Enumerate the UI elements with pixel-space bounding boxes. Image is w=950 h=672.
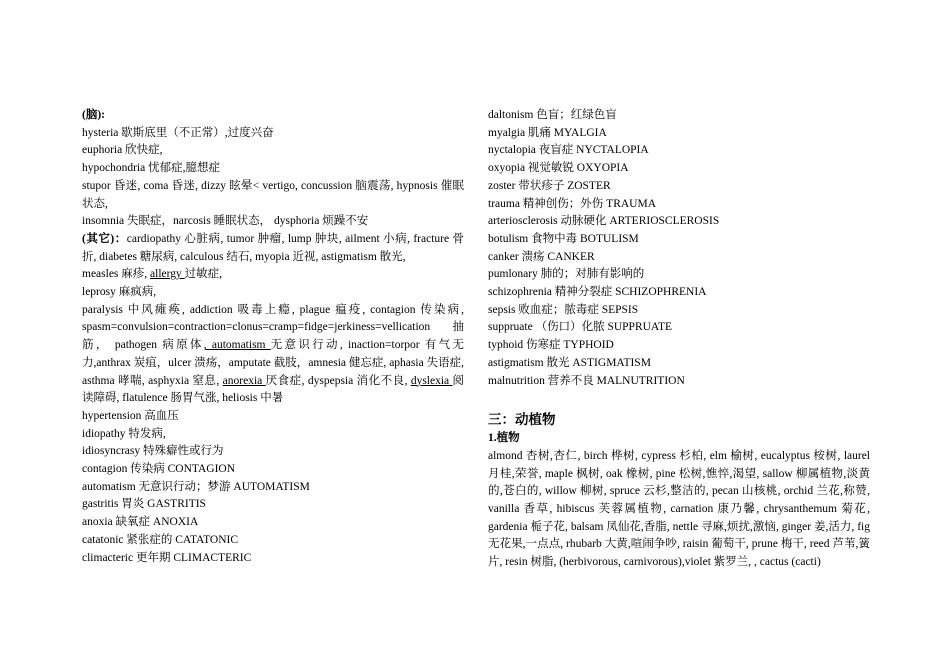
entry-line: typhoid 伤寒症 TYPHOID	[488, 339, 614, 352]
entry-leprosy: leprosy 麻疯病,	[82, 286, 157, 299]
other-text: cardiopathy 心脏病, tumor 肿瘤, lump 肿块, ailment 小病, fracture 骨折, diabetes 糖尿病, calculous 结石, myopia 近视, astigmatism 散光,	[82, 232, 464, 263]
entry-line: trauma 精神创伤；外伤 TRAUMA	[488, 197, 657, 210]
section-heading: 三：动植物	[488, 412, 556, 428]
other-label: (其它)：	[82, 232, 127, 245]
paralysis-text-a: paralysis 中风瘫痪, addiction 吸毒上瘾, plague 瘟疫, contagion 传染病, spasm=convulsion=contraction=clonus=cramp=fidge=jerkiness=vellication 抽筋， pathogen 病原体	[82, 303, 464, 352]
entry-gastritis: gastritis 胃炎 GASTRITIS	[82, 498, 206, 511]
subsection-heading: 1.植物	[488, 432, 520, 445]
entry-line: zoster 带状疹子 ZOSTER	[488, 179, 611, 192]
entry-insomnia: insomnia 失眠症，narcosis 睡眠状态， dysphoria 烦躁不安	[82, 215, 369, 228]
section-spacer	[488, 390, 870, 400]
dyslexia-underlined: dyslexia	[410, 374, 453, 387]
entry-hysteria: hysteria 歇斯底里（不正常）,过度兴奋	[82, 126, 274, 139]
entry-hypochondria: hypochondria 忧郁症,臆想症	[82, 162, 220, 175]
entry-line: astigmatism 散光 ASTIGMATISM	[488, 356, 651, 369]
entry-line: suppruate （伤口）化脓 SUPPRUATE	[488, 321, 673, 334]
entry-contagion: contagion 传染病 CONTAGION	[82, 463, 236, 476]
left-column	[82, 107, 464, 567]
paralysis-text-b: 无意识行动, inaction=torpor 有气无力,anthrax 炭疽，ulcer 溃疡，amputate 截肢，amnesia 健忘症, aphasia 失语症, asthma 哮喘, asphyxia 窒息,	[82, 339, 464, 387]
entry-line: botulism 食物中毒 BOTULISM	[488, 232, 639, 245]
entry-euphoria: euphoria 欣快症,	[82, 144, 163, 157]
entry-catatonic: catatonic 紧张症的 CATATONIC	[82, 533, 239, 546]
entry-line: pumlonary 肺的；对肺有影响的	[488, 268, 645, 281]
entry-line: oxyopia 视觉敏锐 OXYOPIA	[488, 162, 629, 175]
brain-heading: (脑):	[82, 109, 105, 121]
entry-idiosyncrasy: idiosyncrasy 特殊癖性或行为	[82, 445, 224, 458]
entry-anoxia: anoxia 缺氧症 ANOXIA	[82, 516, 199, 529]
plants-paragraph: almond 杏树,杏仁, birch 桦树, cypress 杉柏, elm 榆树, eucalyptus 桉树, laurel 月桂,荣誉, maple 枫树, oak 橡树, pine 松树,憔悴,渴望, sallow 柳属植物,淡黄的,苍白的, willow 柳树, spruce 云杉,整洁的, pecan 山核桃, orchid 兰花,称赞, vanilla 香草, hibiscus 芙蓉属植物, carnation 康乃馨, chrysanthemum 菊花, gardenia 栀子花, balsam 凤仙花,香脂, nettle 寻麻,烦扰,激恼, ginger 姜,活力, fig 无花果,一点点, rhubarb 大黄,喧闹争吵, raisin 葡萄干, prune 梅干, reed 芦苇,簧片, resin 树脂, (herbivorous, carnivorous),violet 紫罗兰, , cactus (cacti)	[488, 449, 870, 569]
entry-stupor: stupor 昏迷, coma 昏迷, dizzy 眩晕< vertigo, concussion 脑震荡, hypnosis 催眠状态,	[82, 179, 464, 210]
entry-other	[82, 231, 464, 266]
allergy-underlined: allergy	[150, 268, 185, 281]
entry-line: canker 溃疡 CANKER	[488, 250, 595, 263]
right-column	[488, 107, 870, 572]
paralysis-text-d: 阅读障碍, flatulence 肠胃气涨, heliosis 中暑	[82, 374, 465, 405]
measles-text-end: 过敏症,	[184, 268, 223, 281]
measles-text: measles 麻疹,	[82, 268, 151, 281]
entry-measles	[82, 266, 464, 284]
entry-line: nyctalopia 夜盲症 NYCTALOPIA	[488, 144, 649, 157]
entry-automatism: automatism 无意识行动；梦游 AUTOMATISM	[82, 480, 310, 493]
entry-line: myalgia 肌痛 MYALGIA	[488, 126, 607, 139]
entry-line: sepsis 败血症；脓毒症 SEPSIS	[488, 303, 639, 316]
entry-line: schizophrenia 精神分裂症 SCHIZOPHRENIA	[488, 286, 707, 299]
automatism-underlined: , automatism	[203, 339, 271, 352]
entry-paralysis	[82, 302, 464, 408]
paralysis-text-c: 厌食症, dyspepsia 消化不良,	[265, 374, 411, 387]
entry-climacteric: climacteric 更年期 CLIMACTERIC	[82, 551, 252, 564]
anorexia-underlined: anorexia	[222, 374, 266, 387]
entry-idiopathy: idiopathy 特发病,	[82, 427, 166, 440]
entry-hypertension: hypertension 高血压	[82, 409, 179, 422]
entry-line: malnutrition 营养不良 MALNUTRITION	[488, 374, 685, 387]
entry-line: arteriosclerosis 动脉硬化 ARTERIOSCLEROSIS	[488, 215, 720, 228]
entry-line: daltonism 色盲；红绿色盲	[488, 109, 617, 121]
